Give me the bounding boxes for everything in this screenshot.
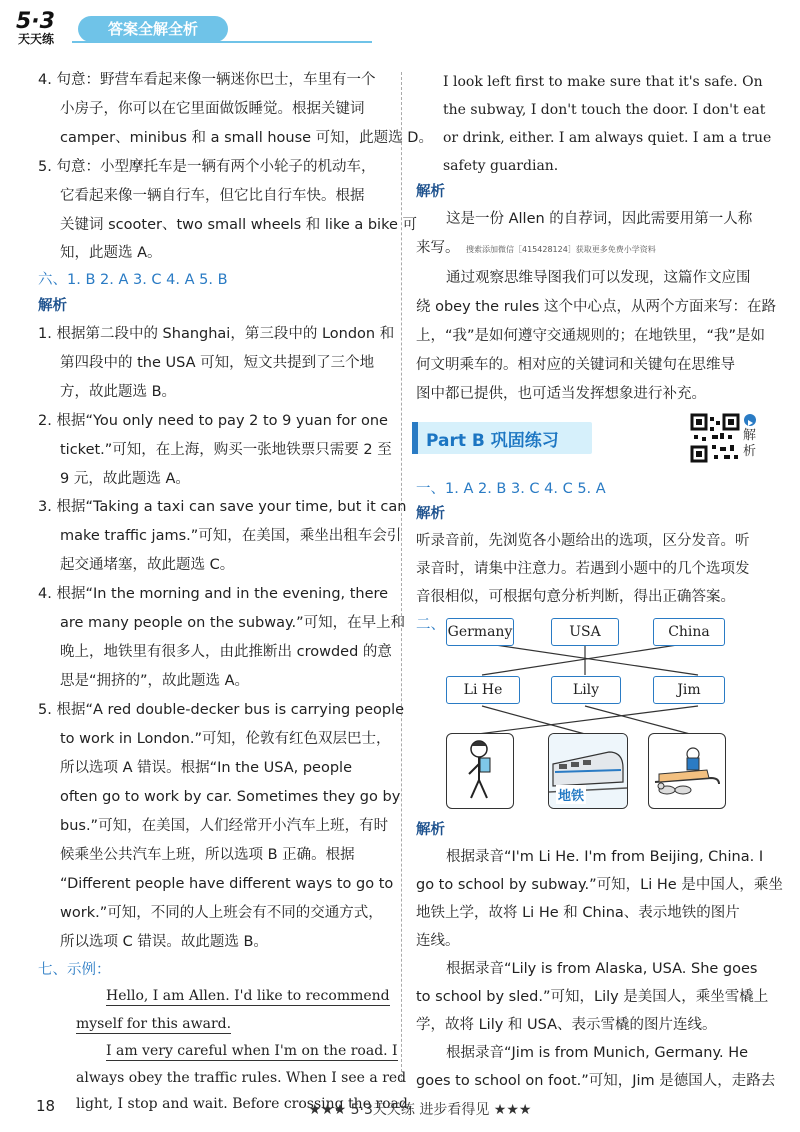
a2-line1: 2. 根据“You only need to pay 2 to 9 yuan for one [38,413,388,429]
a1-line3: 方，故此题选 B。 [60,384,177,400]
section-1-answers: 一、1. A 2. B 3. C 4. C 5. A [416,481,606,497]
name-li-he[interactable]: Li He [446,676,520,704]
p3-line3: 音很相似，可根据句意分析判断，得出正确答案。 [416,589,735,605]
a4-line1: 4. 根据“In the morning and in the evening, there [38,586,389,602]
p5-line3: 学，故将 Lily 和 USA、表示雪橇的图片连线。 [416,1017,717,1033]
picture-sled[interactable] [648,733,726,809]
p3-line1: 听录音前，先浏览各小题给出的选项，区分发音。听 [416,533,750,549]
part-b-accent [412,422,418,454]
example-line6: I look left first to make sure that it's safe. On [443,74,763,90]
example-line8: or drink, either. I am always quiet. I am a true [443,130,772,146]
a2-line3: 9 元，故此题选 A。 [60,471,190,487]
a4-line4: 思是“拥挤的”，故此题选 A。 [60,673,250,689]
a1-line2: 第四段中的 the USA 可知，短文共提到了三个地 [60,355,375,371]
page-number: 18 [36,1097,56,1115]
a3-line2: make traffic jams.”可知，在美国，乘坐出租车会引 [60,528,402,544]
a5-line2: to work in London.”可知，伦敦有红色双层巴士， [60,731,391,747]
p2-line4: 何文明乘车的。相对应的关键词和关键句在思维导 [416,357,735,373]
example-line3 [106,1041,398,1061]
example-line2-text: myself for this award. [76,1016,232,1032]
analysis-heading: 解析 [38,298,67,314]
part-b-banner [412,422,592,454]
p4-line1: 根据录音“I'm Li He. I'm from Beijing, China. I [446,849,764,865]
country-usa[interactable]: USA [551,618,619,646]
q4-line1: 4. 句意：野营车看起来像一辆迷你巴士，车里有一个 [38,72,376,88]
example-line4: always obey the traffic rules. When I see a red [76,1070,407,1086]
p3-line2: 录音时，请集中注意力。若遇到小题中的几个选项发 [416,561,750,577]
a2-line2: ticket.”可知，在上海，购买一张地铁票只需要 2 至 [60,442,392,458]
q5-line1: 5. 句意：小型摩托车是一辆有两个小轮子的机动车， [38,159,376,175]
a5-line4: often go to work by car. Sometimes they go by [60,789,401,805]
p1-line2: 来写。 [416,240,460,256]
play-icon[interactable] [744,414,756,426]
p4-line2: go to school by subway.”可知，Li He 是中国人，乘坐 [416,877,783,893]
example-line1-text: Hello, I am Allen. I'd like to recommend [106,988,390,1004]
a3-line3: 起交通堵塞，故此题选 C。 [60,557,235,573]
part-b-title: Part B 巩固练习 [426,431,559,451]
p6-line1: 根据录音“Jim is from Munich, Germany. He [446,1045,749,1061]
a1-line1: 1. 根据第二段中的 Shanghai，第三段中的 London 和 [38,326,395,342]
logo-icon [14,6,74,46]
a5-line3: 所以选项 A 错误。根据“In the USA, people [60,760,353,776]
example-line7: the subway, I don't touch the door. I don't eat [443,102,766,118]
a5-line5: bus.”可知，在美国，人们经常开小汽车上班，有时 [60,818,389,834]
q5-line2: 它看起来像一辆自行车，但它比自行车快。根据 [60,188,365,204]
example-line3-text: I am very careful when I'm on the road. I [106,1043,398,1059]
q5-line4: 知，此题选 A。 [60,245,162,261]
logo [14,6,74,46]
line-lihe-subway [482,706,585,734]
p4-line3: 地铁上学，故将 Li He 和 China、表示地铁的图片 [416,905,740,921]
analysis-heading-b1: 解析 [416,506,445,522]
p1-line1: 这是一份 Allen 的自荐词，因此需要用第一人称 [446,211,753,227]
sled-dogs-icon [649,734,725,808]
country-china[interactable]: China [653,618,725,646]
svg-text:天天练: 天天练 [18,32,55,46]
qr-label: 解析 [743,428,757,459]
p5-line1: 根据录音“Lily is from Alaska, USA. She goes [446,961,758,977]
a4-line2: are many people on the subway.”可知，在早上和 [60,615,406,631]
a4-line3: 晚上，地铁里有很多人，由此推断出 crowded 的意 [60,644,392,660]
subway-label: 地铁 [556,785,586,804]
walking-boy-icon [447,734,513,808]
name-lily[interactable]: Lily [551,676,621,704]
q5-line3: 关键词 scooter、two small wheels 和 like a bike 可 [60,217,417,233]
analysis-heading-right: 解析 [416,184,445,200]
p2-line2: 绕 obey the rules 这个中心点，从两个方面来写：在路 [416,299,776,315]
p5-line2: to school by sled.”可知，Lily 是美国人，乘坐雪橇上 [416,989,769,1005]
section-2-heading: 二、 [416,617,445,633]
q4-line2: 小房子，你可以在它里面做饭睡觉。根据关键词 [60,101,365,117]
name-jim[interactable]: Jim [653,676,725,704]
a5-line6: 候乘坐公共汽车上班，所以选项 B 正确。根据 [60,847,355,863]
p4-line4: 连线。 [416,933,460,949]
header-badge: 答案全解全析 [78,16,228,42]
q4-line3: camper、minibus 和 a small house 可知，此题选 D。 [60,130,433,146]
a5-line1: 5. 根据“A red double-decker bus is carrying people [38,702,405,718]
p2-line5: 图中都已提供，也可适当发挥想象进行补充。 [416,386,706,402]
p6-line2: goes to school on foot.”可知，Jim 是德国人，走路去 [416,1073,776,1089]
watermark-text: 搜索添加微信［415428124］获取更多免费小学资料 [466,245,656,254]
svg-text:5·3: 5·3 [16,9,55,34]
qr-code[interactable] [690,413,740,463]
footer-slogan: ★★★ 5·3天天练 进步看得见 ★★★ [308,1102,532,1118]
example-line5: light, I stop and wait. Before crossing the road, [76,1096,413,1112]
a5-line9: 所以选项 C 错误。故此题选 B。 [60,934,268,950]
analysis-heading-b2: 解析 [416,822,445,838]
p2-line1: 通过观察思维导图我们可以发现，这篇作文应围 [446,270,751,286]
picture-walking[interactable] [446,733,514,809]
header-rule [72,41,372,43]
example-line2 [76,1014,231,1034]
section-6-answers: 六、1. B 2. A 3. C 4. A 5. B [38,272,228,288]
qr-code-icon [690,413,740,463]
a5-line7: “Different people have different ways to go to [60,876,394,892]
example-line1 [106,986,390,1006]
line-jim-walk [478,706,698,734]
country-germany[interactable]: Germany [446,618,514,646]
section-7-heading: 七、示例： [38,962,111,978]
line-lily-sled [585,706,690,734]
a3-line1: 3. 根据“Taking a taxi can save your time, but it can [38,499,407,515]
example-line9: safety guardian. [443,158,559,174]
a5-line8: work.”可知，不同的人上班会有不同的交通方式， [60,905,383,921]
p2-line3: 上，“我”是如何遵守交通规则的；在地铁里，“我”是如 [416,328,766,344]
